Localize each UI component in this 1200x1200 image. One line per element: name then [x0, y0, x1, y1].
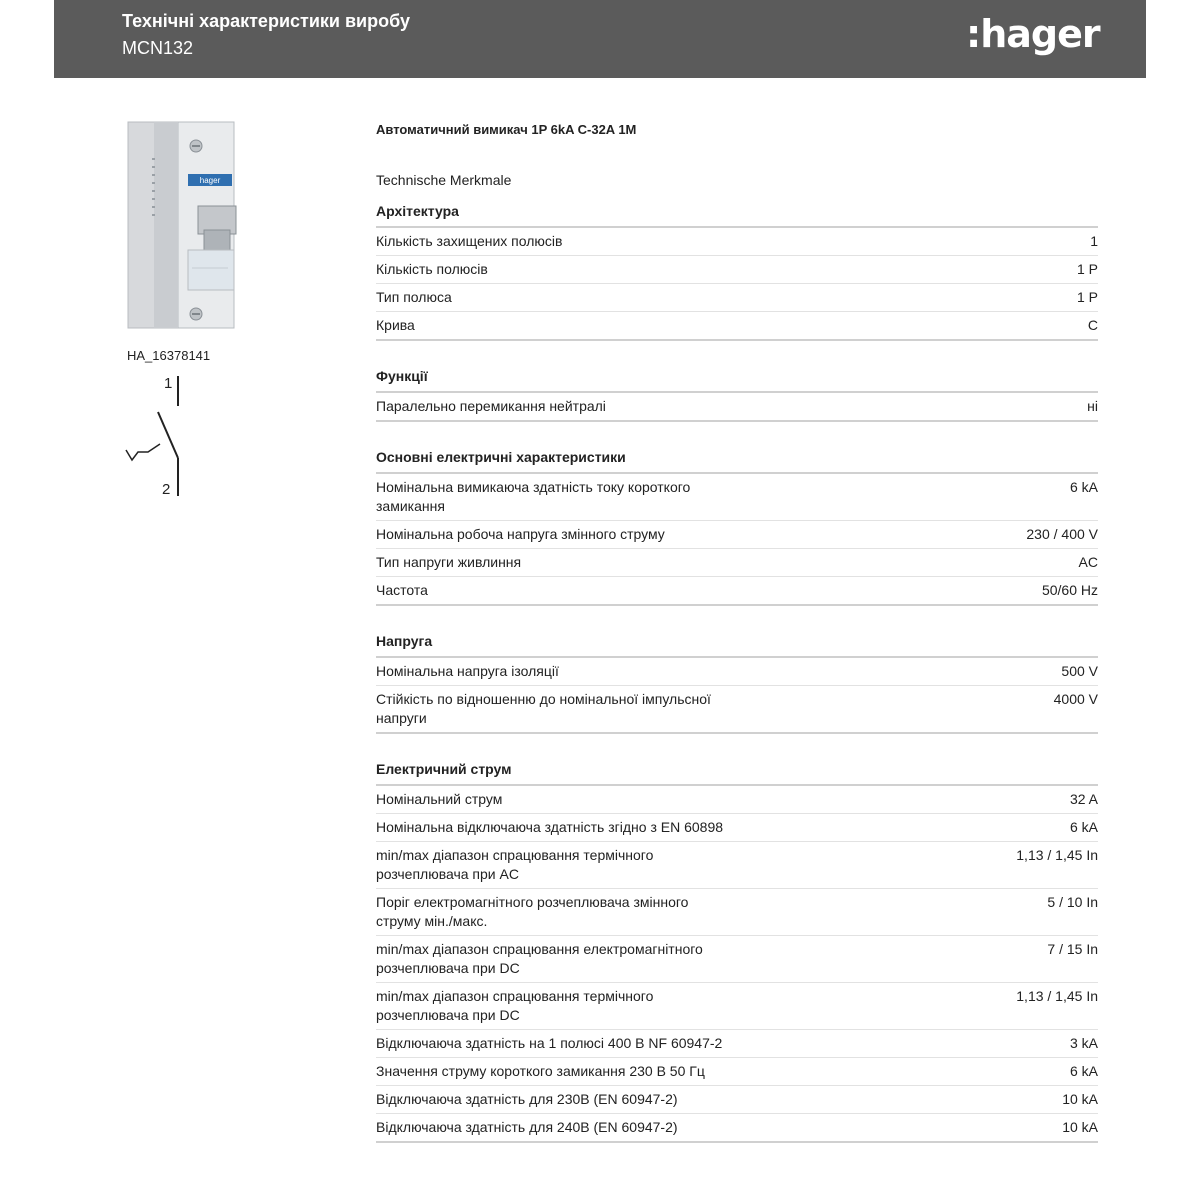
spec-row	[376, 256, 1098, 284]
spec-label: Кількість полюсів	[376, 261, 488, 277]
header-model: MCN132	[122, 38, 194, 58]
spec-table	[376, 118, 1098, 1143]
spec-value: 7 / 15 In	[1047, 941, 1098, 957]
spec-value: 6 kA	[1069, 819, 1098, 835]
spec-label: Крива	[376, 317, 415, 333]
section-title: Архітектура	[376, 200, 1098, 228]
image-caption: HA_16378141	[127, 348, 211, 363]
spec-value: 10 kA	[1062, 1119, 1098, 1135]
spec-row	[376, 228, 1098, 256]
spec-row	[376, 983, 1098, 1030]
device-logo-text: hager	[199, 176, 221, 185]
spec-label: Стійкість по відношенню до номінальної імпульсної напруги	[376, 691, 711, 726]
spec-label: Номінальна робоча напруга змінного струму	[376, 526, 665, 542]
spec-section	[376, 630, 1098, 734]
spec-value: ні	[1087, 398, 1098, 414]
spec-label: Відключаюча здатність для 230В (EN 60947-2)	[376, 1091, 678, 1107]
spec-row	[376, 814, 1098, 842]
section-title: Основні електричні характеристики	[376, 446, 1098, 474]
section-title: Функції	[376, 365, 1098, 393]
spec-section	[376, 365, 1098, 422]
spec-row	[376, 889, 1098, 936]
spec-row	[376, 577, 1098, 606]
spec-section	[376, 758, 1098, 1143]
spec-label: min/max діапазон спрацювання термічного розчеплювача при AC	[376, 847, 654, 882]
spec-label: Номінальна напруга ізоляції	[376, 663, 559, 679]
section-title: Електричний струм	[376, 758, 1098, 786]
spec-value: 1 P	[1076, 289, 1098, 305]
spec-label: Тип полюса	[376, 289, 452, 305]
section-title: Напруга	[376, 630, 1098, 658]
product-image	[124, 118, 244, 338]
spec-value: C	[1087, 317, 1098, 333]
spec-label: Кількість захищених полюсів	[376, 233, 563, 249]
spec-label: Поріг електромагнітного розчеплювача змінного струму мін./макс.	[376, 894, 689, 929]
spec-label: Номінальна вимикаюча здатність току короткого замикання	[376, 479, 691, 514]
header-title: Технічні характеристики виробу	[122, 11, 410, 31]
breaker-schematic-icon	[118, 372, 198, 500]
page-header	[54, 0, 1146, 78]
spec-value: 5 / 10 In	[1047, 894, 1098, 910]
hager-logo: :hager	[966, 12, 1100, 56]
spec-row	[376, 312, 1098, 341]
product-title: Автоматичний вимикач 1P 6kA C-32A 1M	[376, 122, 637, 137]
spec-label: Номінальна відключаюча здатність згідно з EN 60898	[376, 819, 724, 835]
spec-row	[376, 284, 1098, 312]
spec-label: min/max діапазон спрацювання електромагнітного розчеплювача при DC	[376, 941, 703, 976]
spec-label: Відключаюча здатність на 1 полюсі 400 В NF 60947-2	[376, 1035, 723, 1051]
spec-row	[376, 521, 1098, 549]
spec-row	[376, 1030, 1098, 1058]
spec-section	[376, 446, 1098, 606]
spec-label: Частота	[376, 582, 428, 598]
spec-value: 10 kA	[1062, 1091, 1098, 1107]
spec-value: 500 V	[1061, 663, 1098, 679]
spec-section	[376, 200, 1098, 341]
spec-label: Паралельно перемикання нейтралі	[376, 398, 606, 414]
spec-label: Тип напруги живлиння	[376, 554, 522, 570]
spec-label: Відключаюча здатність для 240В (EN 60947-2)	[376, 1119, 678, 1135]
spec-row	[376, 549, 1098, 577]
spec-value: 32 A	[1069, 791, 1098, 807]
spec-row	[376, 936, 1098, 983]
terminal-2-label: 2	[162, 481, 171, 498]
spec-label: min/max діапазон спрацювання термічного розчеплювача при DC	[376, 988, 654, 1023]
spec-row	[376, 1086, 1098, 1114]
spec-row	[376, 1114, 1098, 1143]
spec-value: 6 kA	[1069, 479, 1098, 495]
spec-value: 4000 V	[1053, 691, 1098, 707]
spec-value: 6 kA	[1069, 1063, 1098, 1079]
spec-value: 1,13 / 1,45 In	[1016, 847, 1098, 863]
spec-row	[376, 393, 1098, 422]
spec-value: 1 P	[1076, 261, 1098, 277]
spec-value: 230 / 400 V	[1026, 526, 1098, 542]
spec-row	[376, 474, 1098, 521]
spec-value: AC	[1078, 554, 1098, 570]
spec-subtitle: Technische Merkmale	[376, 172, 512, 188]
terminal-1-label: 1	[164, 375, 173, 392]
spec-value: 50/60 Hz	[1041, 582, 1098, 598]
spec-row	[376, 842, 1098, 889]
spec-value: 1,13 / 1,45 In	[1016, 988, 1098, 1004]
spec-label: Значення струму короткого замикання 230 В 50 Гц	[376, 1063, 705, 1079]
spec-row	[376, 786, 1098, 814]
spec-value: 3 kA	[1069, 1035, 1098, 1051]
spec-sections	[376, 200, 1098, 1143]
spec-row	[376, 658, 1098, 686]
spec-label: Номінальний струм	[376, 791, 503, 807]
spec-row	[376, 686, 1098, 734]
spec-row	[376, 1058, 1098, 1086]
spec-value: 1	[1090, 233, 1098, 249]
